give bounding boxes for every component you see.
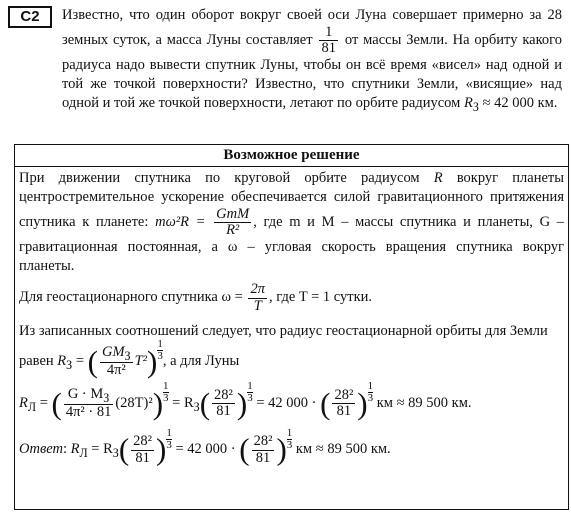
solution-paragraph-2: Для геостационарного спутника ω = $\frac{2\pi}{T}$ , где T = 1 сутки.: [19, 281, 373, 314]
omega-fraction: $\frac{2\pi}{T}$: [250, 281, 265, 314]
moon-radius-formula: $R_Л$ = ( $\frac{G \cdot M_З}{\text{4π² · 81}}$ (28T)²) $\frac{1}{3}$ = $R_З$( $\frac{\text{28²}}{81}$ ) $\frac{1}{3}$ = 42 000 · ( $\frac{\text{28²}}{81}$ ) $\frac{1}{3}$ км ≈ 89 500 км.: [19, 379, 472, 421]
mass-ratio-fraction: $\frac{1}{81}$: [321, 24, 336, 57]
solution-paragraph-1: При движении спутника по круговой орбите радиусом R вокруг планеты центростремительное ускорение обеспечивается силой гравитационного притяжения спутника к планете: mω²R = $\frac{\text{GmM}}{\text{R²}}$ , где m и M – массы спутника и планеты, G – гравитационная постоянная, а ω – угловая скорость вращения спутника вокруг планеты.: [19, 170, 565, 275]
solution-box: [14, 144, 569, 510]
problem-label: C2: [8, 6, 52, 28]
solution-heading: Возможное решение: [15, 145, 568, 167]
gravity-fraction: $\frac{\text{GmM}}{\text{R²}}$: [216, 206, 250, 239]
solution-paragraph-3: Из записанных соотношений следует, что радиус геостационарной орбиты для Земли: [19, 322, 548, 339]
earth-radius-formula: равен $R_З$ = ( $\frac{GM_З}{\text{4π²}}$ T²) $\frac{1}{3}$ , а для Луны: [19, 337, 240, 379]
answer-line: Ответ: $R_Л = R_З$( $\frac{\text{28²}}{81}$ ) $\frac{1}{3}$ = 42 000 · ( $\frac{\text{28²}}{81}$ ) $\frac{1}{3}$ км ≈ 89 500 км.: [19, 427, 391, 468]
problem-text: Известно, что один оборот вокруг своей оси Луна совершает примерно за 28 земных суток, а масса Луны составляет $\frac{1}{81}$ от массы Земли. На орбиту какого радиуса надо вывести спутник Луны, чтобы он всё время «висел» над одной и той же точкой поверхности? Известно, что спутники Земли, «висящие» над одной и той же точкой поверхности, летают по орбите радиусом $R_З \approx 42$ 000 км.: [62, 7, 563, 115]
